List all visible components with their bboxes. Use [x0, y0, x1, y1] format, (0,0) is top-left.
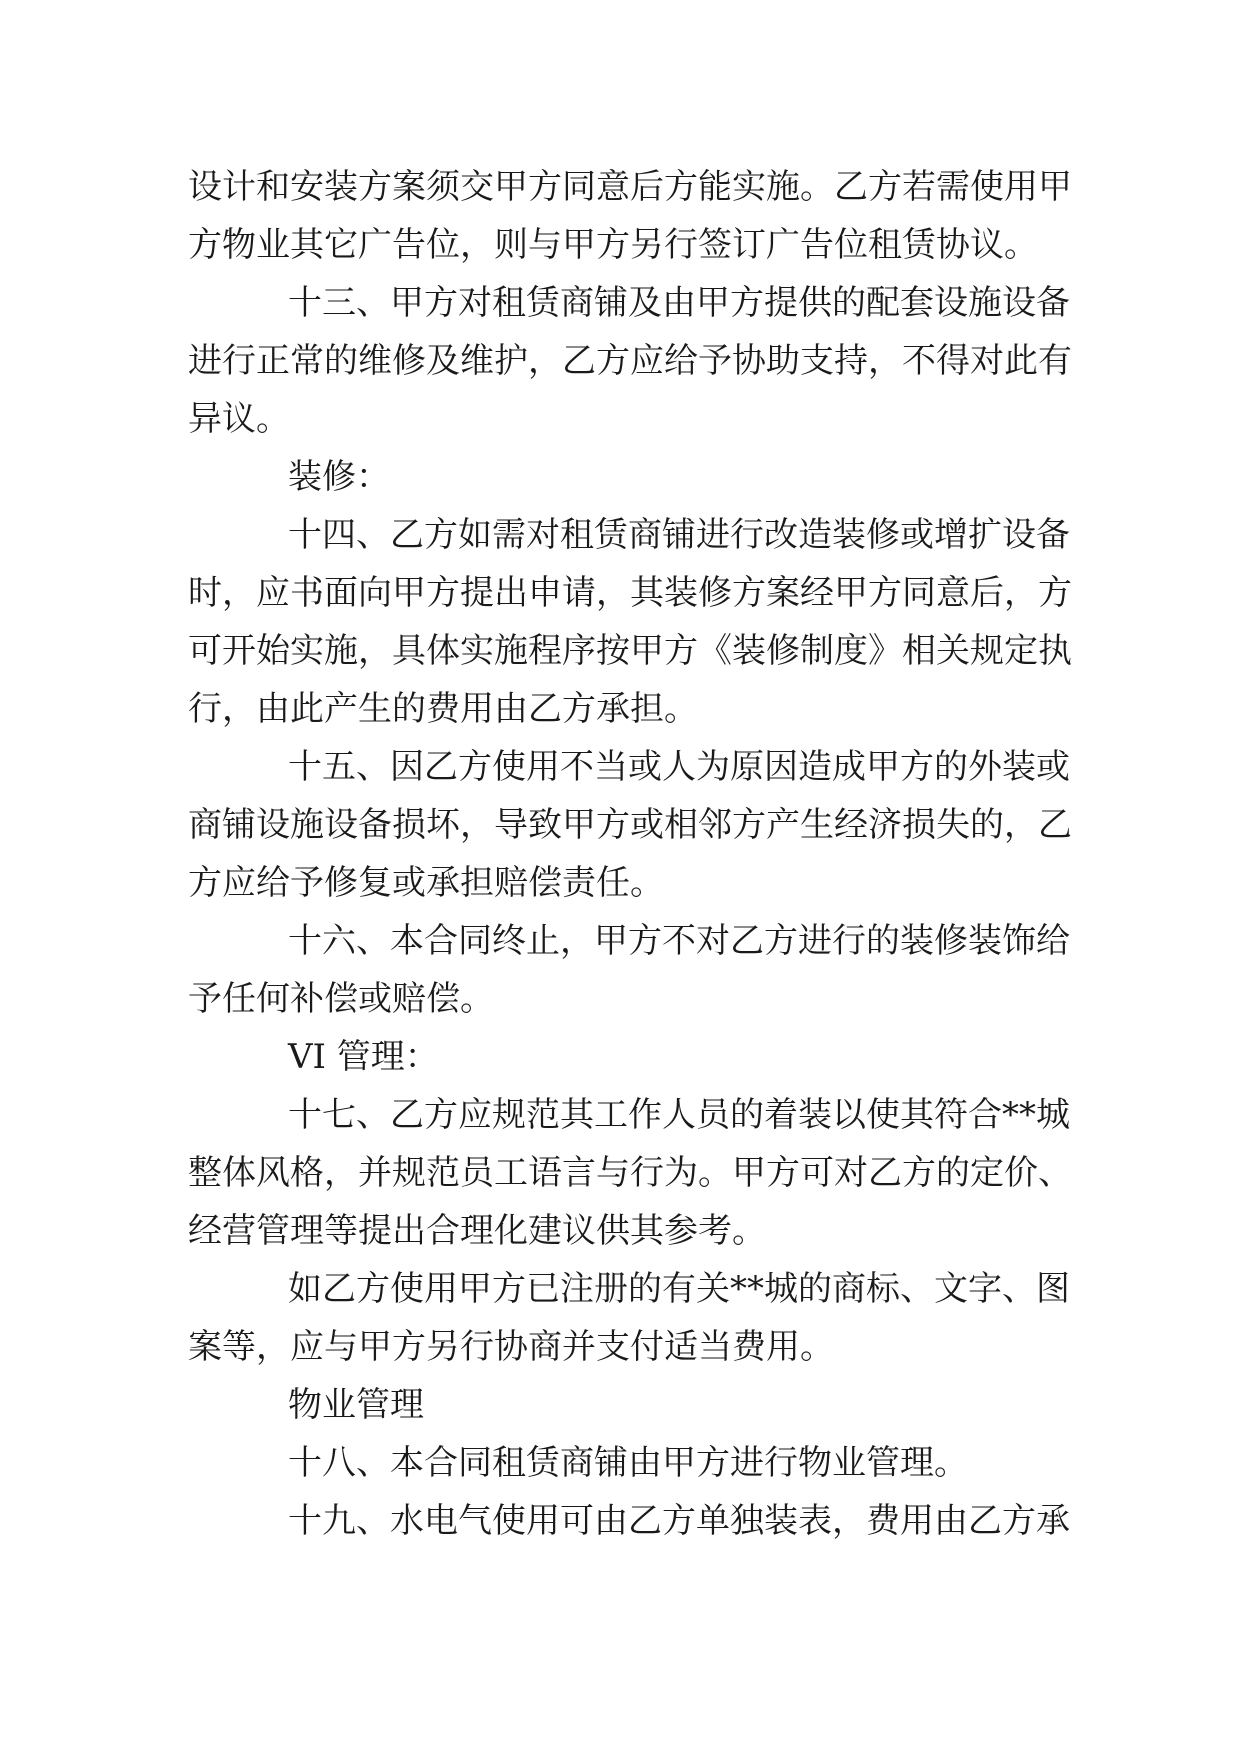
- text-line: 十 五 、 因 乙 方 使 用 不 当 或 人 为 原 因 造 成 甲 方 的 外 装 或: [288, 747, 1070, 787]
- text-line: 设 计 和 安 装 方 案 须 交 甲 方 同 意 后 方 能 实 施 。 乙 方 若 需 使 用 甲: [188, 167, 1072, 207]
- text-line: 十 七 、 乙 方 应 规 范 其 工 作 人 员 的 着 装 以 使 其 符 合 * * 城: [288, 1095, 1070, 1135]
- text-line: 予任何补偿或赔偿。: [188, 979, 494, 1019]
- section-heading: 物业管理: [288, 1385, 424, 1425]
- text-line: 十 三 、 甲 方 对 租 赁 商 铺 及 由 甲 方 提 供 的 配 套 设 施 设 备: [288, 283, 1070, 323]
- document-page: [188, 158, 1072, 1550]
- text-line: 如 乙 方 使 用 甲 方 已 注 册 的 有 关 * * 城 的 商 标 、 文 字 、 图: [288, 1269, 1070, 1309]
- section-heading: 装修：: [288, 457, 390, 497]
- text-line: 进 行 正 常 的 维 修 及 维 护 ， 乙 方 应 给 予 协 助 支 持 ， 不 得 对 此 有: [188, 341, 1072, 381]
- text-line: 时 ， 应 书 面 向 甲 方 提 出 申 请 ， 其 装 修 方 案 经 甲 方 同 意 后 ， 方: [188, 573, 1072, 613]
- section-heading: VI 管理：: [288, 1037, 439, 1077]
- text-line: 商 铺 设 施 设 备 损 坏 ， 导 致 甲 方 或 相 邻 方 产 生 经 济 损 失 的 ， 乙: [188, 805, 1072, 845]
- text-line: 案等，应与甲方另行协商并支付适当费用。: [188, 1327, 834, 1367]
- text-line: 十 六 、 本 合 同 终 止 ， 甲 方 不 对 乙 方 进 行 的 装 修 装 饰 给: [288, 921, 1070, 961]
- text-line: 方物业其它广告位，则与甲方另行签订广告位租赁协议。: [188, 225, 1038, 265]
- text-line: 可 开 始 实 施 ， 具 体 实 施 程 序 按 甲 方 《 装 修 制 度 》 相 关 规 定 执: [188, 631, 1072, 671]
- text-line: 经营管理等提出合理化建议供其参考。: [188, 1211, 766, 1251]
- text-line: 十 九 、 水 电 气 使 用 可 由 乙 方 单 独 装 表 ， 费 用 由 乙 方 承: [288, 1501, 1070, 1541]
- text-line: 十八、本合同租赁商铺由甲方进行物业管理。: [288, 1443, 968, 1483]
- text-line: 异议。: [188, 399, 290, 439]
- text-line: 行，由此产生的费用由乙方承担。: [188, 689, 698, 729]
- text-line: 整 体 风 格 ， 并 规 范 员 工 语 言 与 行 为 。 甲 方 可 对 乙 方 的 定 价 、: [188, 1153, 1072, 1193]
- text-line: 方应给予修复或承担赔偿责任。: [188, 863, 664, 903]
- text-line: 十 四 、 乙 方 如 需 对 租 赁 商 铺 进 行 改 造 装 修 或 增 扩 设 备: [288, 515, 1070, 555]
